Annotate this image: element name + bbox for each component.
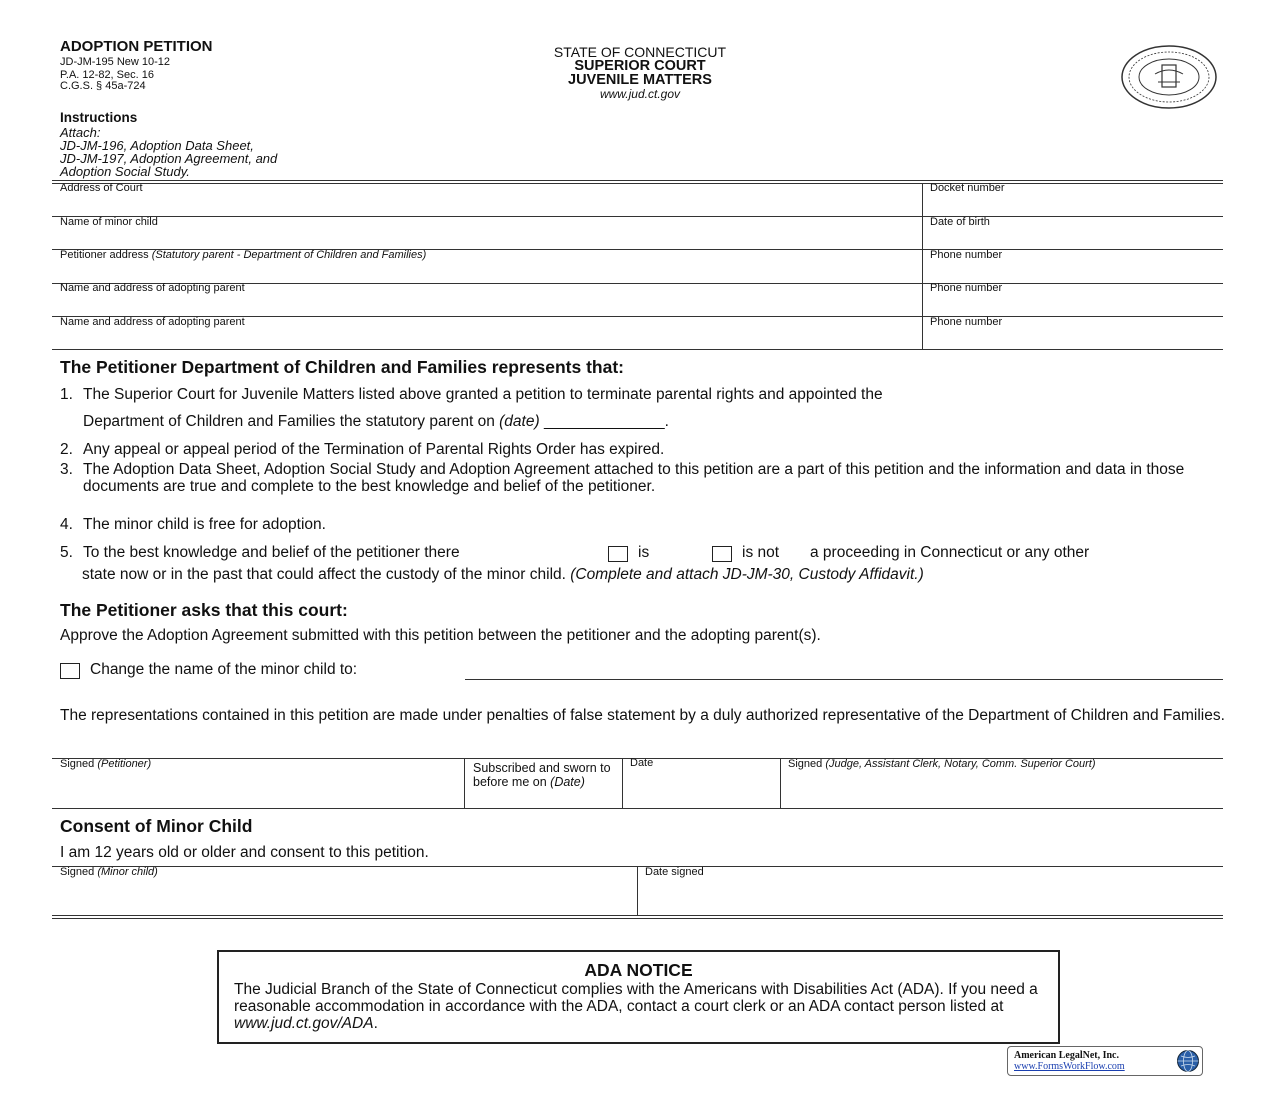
item-number: 3. [60, 461, 73, 478]
sworn-date-field[interactable]: Subscribed and sworn to before me on (Date) [473, 761, 611, 789]
date-of-birth-field[interactable]: Date of birth [930, 216, 990, 228]
change-name-checkbox[interactable] [60, 663, 80, 679]
ada-title: ADA NOTICE [584, 960, 693, 980]
adopting-parent-2-field[interactable]: Name and address of adopting parent [60, 316, 245, 328]
logo-url[interactable]: www.FormsWorkFlow.com [1014, 1061, 1125, 1072]
instructions-line: Attach: [60, 125, 101, 140]
tpr-date-blank[interactable]: ______________. [543, 413, 669, 430]
globe-icon [1176, 1049, 1200, 1073]
divider [52, 808, 1223, 809]
change-name-label: Change the name of the minor child to: [90, 661, 358, 678]
consent-text: I am 12 years old or older and consent to this petition. [60, 844, 429, 861]
is-checkbox[interactable] [608, 546, 628, 562]
divider [780, 758, 781, 808]
item-3-text: The Adoption Data Sheet, Adoption Social Study and Adoption Agreement attached to this petition are a part of this petition and the information and data in those documents are true and complete to the best knowledge and belief of the petitioner. [83, 461, 1185, 495]
is-not-checkbox[interactable] [712, 546, 732, 562]
item-5-text: To the best knowledge and belief of the petitioner there [83, 544, 460, 561]
divider [464, 758, 465, 808]
adopting-parent-1-field[interactable]: Name and address of adopting parent [60, 282, 245, 294]
ada-text: The Judicial Branch of the State of Connecticut complies with the Americans with Disabilities Act (ADA). If you need a reasonable accommodation in accordance with the ADA, contact a court clerk or an ADA contact person listed at www.jud.ct.gov/ADA. [234, 981, 1038, 1032]
form-cgs: C.G.S. § 45a-724 [60, 80, 146, 92]
item-5-post: a proceeding in Connecticut or any other [810, 544, 1090, 561]
representation-text: The representations contained in this petition are made under penalties of false statement by a duly authorized representative of the Department of Children and Families. [60, 707, 1225, 724]
date-signed-field[interactable]: Date signed [645, 866, 704, 878]
item-number: 5. [60, 544, 73, 561]
state-name: STATE OF CONNECTICUT [553, 44, 727, 60]
is-not-label: is not [742, 544, 780, 561]
new-name-line[interactable] [465, 679, 1223, 680]
ada-link[interactable]: www.jud.ct.gov/ADA [234, 1015, 374, 1032]
approve-text: Approve the Adoption Agreement submitted with this petition between the petitioner and the adopting parent(s). [60, 627, 821, 644]
court-name: SUPERIOR COURT [574, 58, 706, 74]
item-4-text: The minor child is free for adoption. [83, 516, 326, 533]
official-signature-field[interactable]: Signed (Judge, Assistant Clerk, Notary, Comm. Superior Court) [788, 758, 1096, 770]
petitioner-signature-field[interactable]: Signed (Petitioner) [60, 758, 152, 770]
represents-heading: The Petitioner Department of Children and Families represents that: [60, 357, 624, 377]
divider [637, 866, 638, 915]
item-number: 1. [60, 386, 73, 403]
divider [52, 918, 1223, 919]
item-number: 2. [60, 441, 73, 458]
divider [52, 915, 1223, 916]
minor-child-name-field[interactable]: Name of minor child [60, 216, 158, 228]
court-header [440, 45, 840, 101]
instructions-line: JD-JM-197, Adoption Agreement, and [60, 151, 278, 166]
divider [52, 183, 1223, 184]
court-website[interactable]: www.jud.ct.gov [599, 87, 681, 101]
item-number: 4. [60, 516, 73, 533]
date-field[interactable]: Date [630, 757, 654, 769]
item-1-line2: Department of Children and Families the statutory parent on (date) ______________. [83, 413, 669, 430]
divider [622, 758, 623, 808]
item-5-line2: state now or in the past that could affect the custody of the minor child. (Complete and attach JD-JM-30, Custody Affidavit.) [82, 566, 924, 583]
docket-number-field[interactable]: Docket number [930, 182, 1005, 194]
petitioner-phone-field[interactable]: Phone number [930, 249, 1003, 261]
instructions-line: JD-JM-196, Adoption Data Sheet, [60, 138, 254, 153]
address-of-court-field[interactable]: Address of Court [60, 182, 143, 194]
divider [922, 183, 923, 349]
adopting-parent-1-phone-field[interactable]: Phone number [930, 282, 1003, 294]
minor-signature-field[interactable]: Signed (Minor child) [60, 866, 158, 878]
petitioner-address-field[interactable]: Petitioner address (Statutory parent - Department of Children and Families) [60, 249, 427, 261]
instructions-line: Adoption Social Study. [60, 164, 190, 179]
form-title: ADOPTION PETITION [60, 38, 213, 55]
divider [52, 180, 1223, 181]
court-division: JUVENILE MATTERS [568, 72, 712, 88]
form-code: JD-JM-195 New 10-12 [60, 56, 171, 68]
form-statute: P.A. 12-82, Sec. 16 [60, 69, 154, 81]
logo-company: American LegalNet, Inc. [1014, 1050, 1119, 1061]
asks-heading: The Petitioner asks that this court: [60, 600, 348, 620]
state-seal-icon [1120, 44, 1218, 110]
adopting-parent-2-phone-field[interactable]: Phone number [930, 316, 1003, 328]
consent-heading: Consent of Minor Child [60, 816, 253, 836]
legalnet-logo[interactable] [1007, 1046, 1203, 1076]
instructions-title: Instructions [60, 110, 138, 125]
item-1-text: The Superior Court for Juvenile Matters listed above granted a petition to terminate parental rights and appointed the [83, 386, 883, 403]
is-label: is [638, 544, 650, 561]
item-2-text: Any appeal or appeal period of the Termination of Parental Rights Order has expired. [83, 441, 665, 458]
divider [52, 349, 1223, 350]
ada-notice-box [217, 950, 1060, 1044]
divider [52, 216, 1223, 217]
